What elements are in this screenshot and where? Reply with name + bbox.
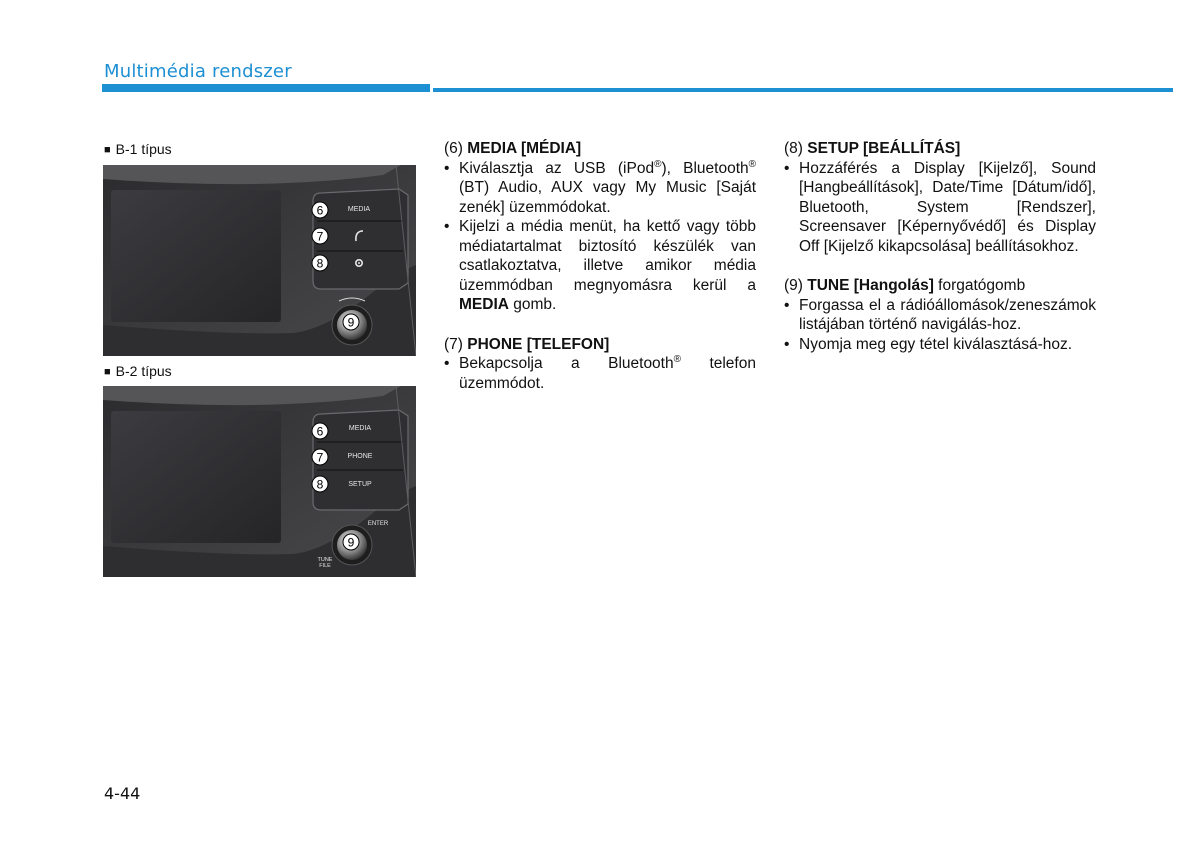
svg-text:6: 6 [316, 424, 324, 439]
list-item: • Nyomja meg egy tétel kiválasztásá-hoz. [784, 335, 1073, 353]
figure-b1-head-unit [103, 165, 416, 356]
list-item: • Bekapcsolja a Bluetooth® telefon üzemmódot. [444, 353, 756, 392]
callout-8 [312, 255, 328, 271]
svg-text:8: 8 [316, 477, 324, 492]
svg-text:8: 8 [316, 256, 324, 271]
figure-label-b2: ■ B-2 típus [104, 363, 172, 379]
square-bullet-icon: ■ [104, 144, 111, 156]
setup-button-label: SETUP [348, 481, 372, 488]
text-column-1 [444, 139, 756, 393]
header-rule-thick [102, 84, 430, 92]
callout-7 [312, 449, 328, 465]
callout-9 [343, 534, 359, 550]
svg-text:7: 7 [316, 229, 324, 244]
svg-text:9: 9 [347, 315, 355, 330]
svg-text:7: 7 [316, 450, 324, 465]
display-screen [111, 411, 281, 543]
callout-6 [312, 202, 328, 218]
callout-9 [343, 314, 359, 330]
text-column-2 [784, 139, 1096, 354]
phone-button-label: PHONE [347, 453, 373, 460]
svg-text:9: 9 [347, 535, 355, 550]
page-number: 4-44 [104, 784, 141, 803]
setup-heading: (8) SETUP [BEÁLLÍTÁS] [784, 140, 961, 157]
enter-label: ENTER [367, 521, 389, 527]
callout-6 [312, 423, 328, 439]
tune-label: TUNE [317, 557, 333, 563]
callout-7 [312, 228, 328, 244]
list-item: • Forgassa el a rádióállomások/zeneszámok listájában történő navigálás-hoz. [784, 296, 1096, 333]
figure-b2-head-unit [103, 386, 416, 577]
media-button-label: MEDIA [348, 425, 372, 432]
figure-label-b1: ■ B-1 típus [104, 141, 172, 157]
callout-8 [312, 476, 328, 492]
list-item: • Kijelzi a média menüt, ha kettő vagy több médiatartalmat biztosító készülék van csatlakoztatva, illetve amikor média üzemmódban megnyomásra kerül a MEDIA gomb. [444, 218, 756, 313]
header-rule-thin [433, 88, 1173, 92]
display-screen [111, 190, 281, 322]
section-title: Multimédia rendszer [104, 61, 292, 82]
square-bullet-icon: ■ [104, 366, 111, 378]
media-button-label: MEDIA [347, 206, 371, 213]
phone-heading: (7) PHONE [TELEFON] [444, 335, 610, 353]
tune-heading: (9) TUNE [Hangolás] forgatógomb [784, 277, 1026, 294]
list-item: • Hozzáférés a Display [Kijelző], Sound [Hangbeállítások], Date/Time [Dátum/idő], Bluetooth, System [Rendszer], Screensaver [Képernyővédő] és Display Off [Kijelző kikapcsolása] beállításokhoz. [784, 159, 1096, 255]
file-label: FILE [319, 563, 331, 569]
list-item: • Kiválasztja az USB (iPod®), Bluetooth® (BT) Audio, AUX vagy My Music [Saját zenék] üzemmódokat. [444, 158, 756, 216]
svg-text:6: 6 [316, 203, 324, 218]
media-heading: (6) MEDIA [MÉDIA] [444, 140, 582, 157]
